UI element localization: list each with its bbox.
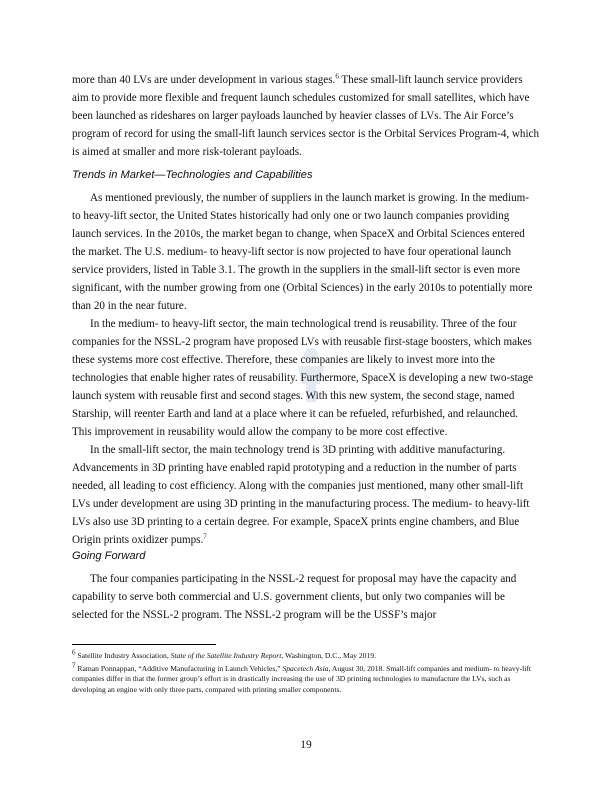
- footnote-7-number: 7: [72, 661, 76, 670]
- footnote-6-number: 6: [72, 648, 76, 657]
- footnote-7-title: Spacetech Asia: [282, 663, 329, 673]
- trends-paragraph-2: In the medium- to heavy-lift sector, the main technological trend is reusability. Three of the four companies for the NSSL-2 program have proposed LVs with reusable first-stage boosters, which makes these systems more cost effective. Therefore, these companies are likely to invest more into the technologies that enable higher rates of reusability. Furthermore, SpaceX is developing a new two-stage launch system with reusable first and second stages. With this new system, the second stage, named Starship, will reenter Earth and land at a place where it can be refueled, refurbished, and relaunched. This improvement in reusability would allow the company to be more cost effective.: [72, 318, 534, 438]
- intro-text-cont: These small-lift launch service providers aim to provide more flexible and frequent launch schedules customized for small satellites, which have been launched as rideshares on larger payloads launched by heavier classes of LVs. The Air Force’s program of record for using the small-lift launch services sector is the Orbital Services Program-4, which is aimed at smaller and more risk-tolerant payloads.: [72, 74, 540, 158]
- footnote-divider: [72, 644, 216, 645]
- footnote-ref-7[interactable]: 7: [203, 532, 207, 541]
- intro-text: more than 40 LVs are under development in various stages.: [72, 74, 336, 86]
- footnote-7-text-end: , August 30, 2018. Small-lift companies and medium- to heavy-lift companies differ in that the former group’s effort is in drastically increasing the use of 3D printing technologies to manufacture the LVs, such as developing an engine with only three parts, compared with printing smaller components.: [72, 663, 531, 694]
- footnotes: [72, 648, 540, 697]
- footnote-ref-6[interactable]: 6: [335, 72, 339, 81]
- footnote-7: [72, 661, 540, 696]
- trends-paragraph-3-text: In the small-lift sector, the main technology trend is 3D printing with additive manufacturing. Advancements in 3D printing have enabled rapid prototyping and a reduction in the number of parts needed, all leading to cost efficiency. Along with the companies just mentioned, many other small-lift LVs under development are using 3D printing in the manufacturing process. The medium- to heavy-lift LVs also use 3D printing to a certain degree. For example, SpaceX prints engine chambers, and Blue Origin prints oxidizer pumps.: [72, 444, 530, 546]
- footnote-6-title: State of the Satellite Industry Report: [170, 651, 282, 660]
- intro-paragraph: [72, 71, 540, 161]
- trends-section: [72, 189, 540, 549]
- section-heading-going-forward: Going Forward: [72, 550, 146, 562]
- footnote-6-text-end: , Washington, D.C., May 2019.: [281, 651, 376, 660]
- trends-paragraph-1: As mentioned previously, the number of suppliers in the launch market is growing. In the medium- to heavy-lift sector, the United States historically had only one or two launch companies providing launch services. In the 2010s, the market began to change, when SpaceX and Orbital Sciences entered the market. The U.S. medium- to heavy-lift sector is now projected to have four operational launch service providers, listed in Table 3.1. The growth in the suppliers in the small-lift sector is even more significant, with the number growing from one (Orbital Sciences) in the early 2010s to potentially more than 20 in the near future.: [72, 192, 533, 312]
- going-forward-paragraph: The four companies participating in the NSSL-2 request for proposal may have the capacity and capability to serve both commercial and U.S. government clients, but only two companies will be selected for the NSSL-2 program. The NSSL-2 program will be the USSF’s major: [72, 573, 517, 621]
- footnote-7-text: Raman Ponnappan, “Additive Manufacturing in Launch Vehicles,”: [77, 663, 283, 673]
- trends-paragraph-3: [72, 441, 540, 549]
- section-heading-trends: Trends in Market—Technologies and Capabilities: [72, 169, 313, 181]
- page-number: 19: [300, 739, 312, 751]
- footnote-6-text: Satellite Industry Association,: [77, 651, 171, 660]
- footnote-6: [72, 648, 540, 662]
- going-forward-section: [72, 570, 540, 624]
